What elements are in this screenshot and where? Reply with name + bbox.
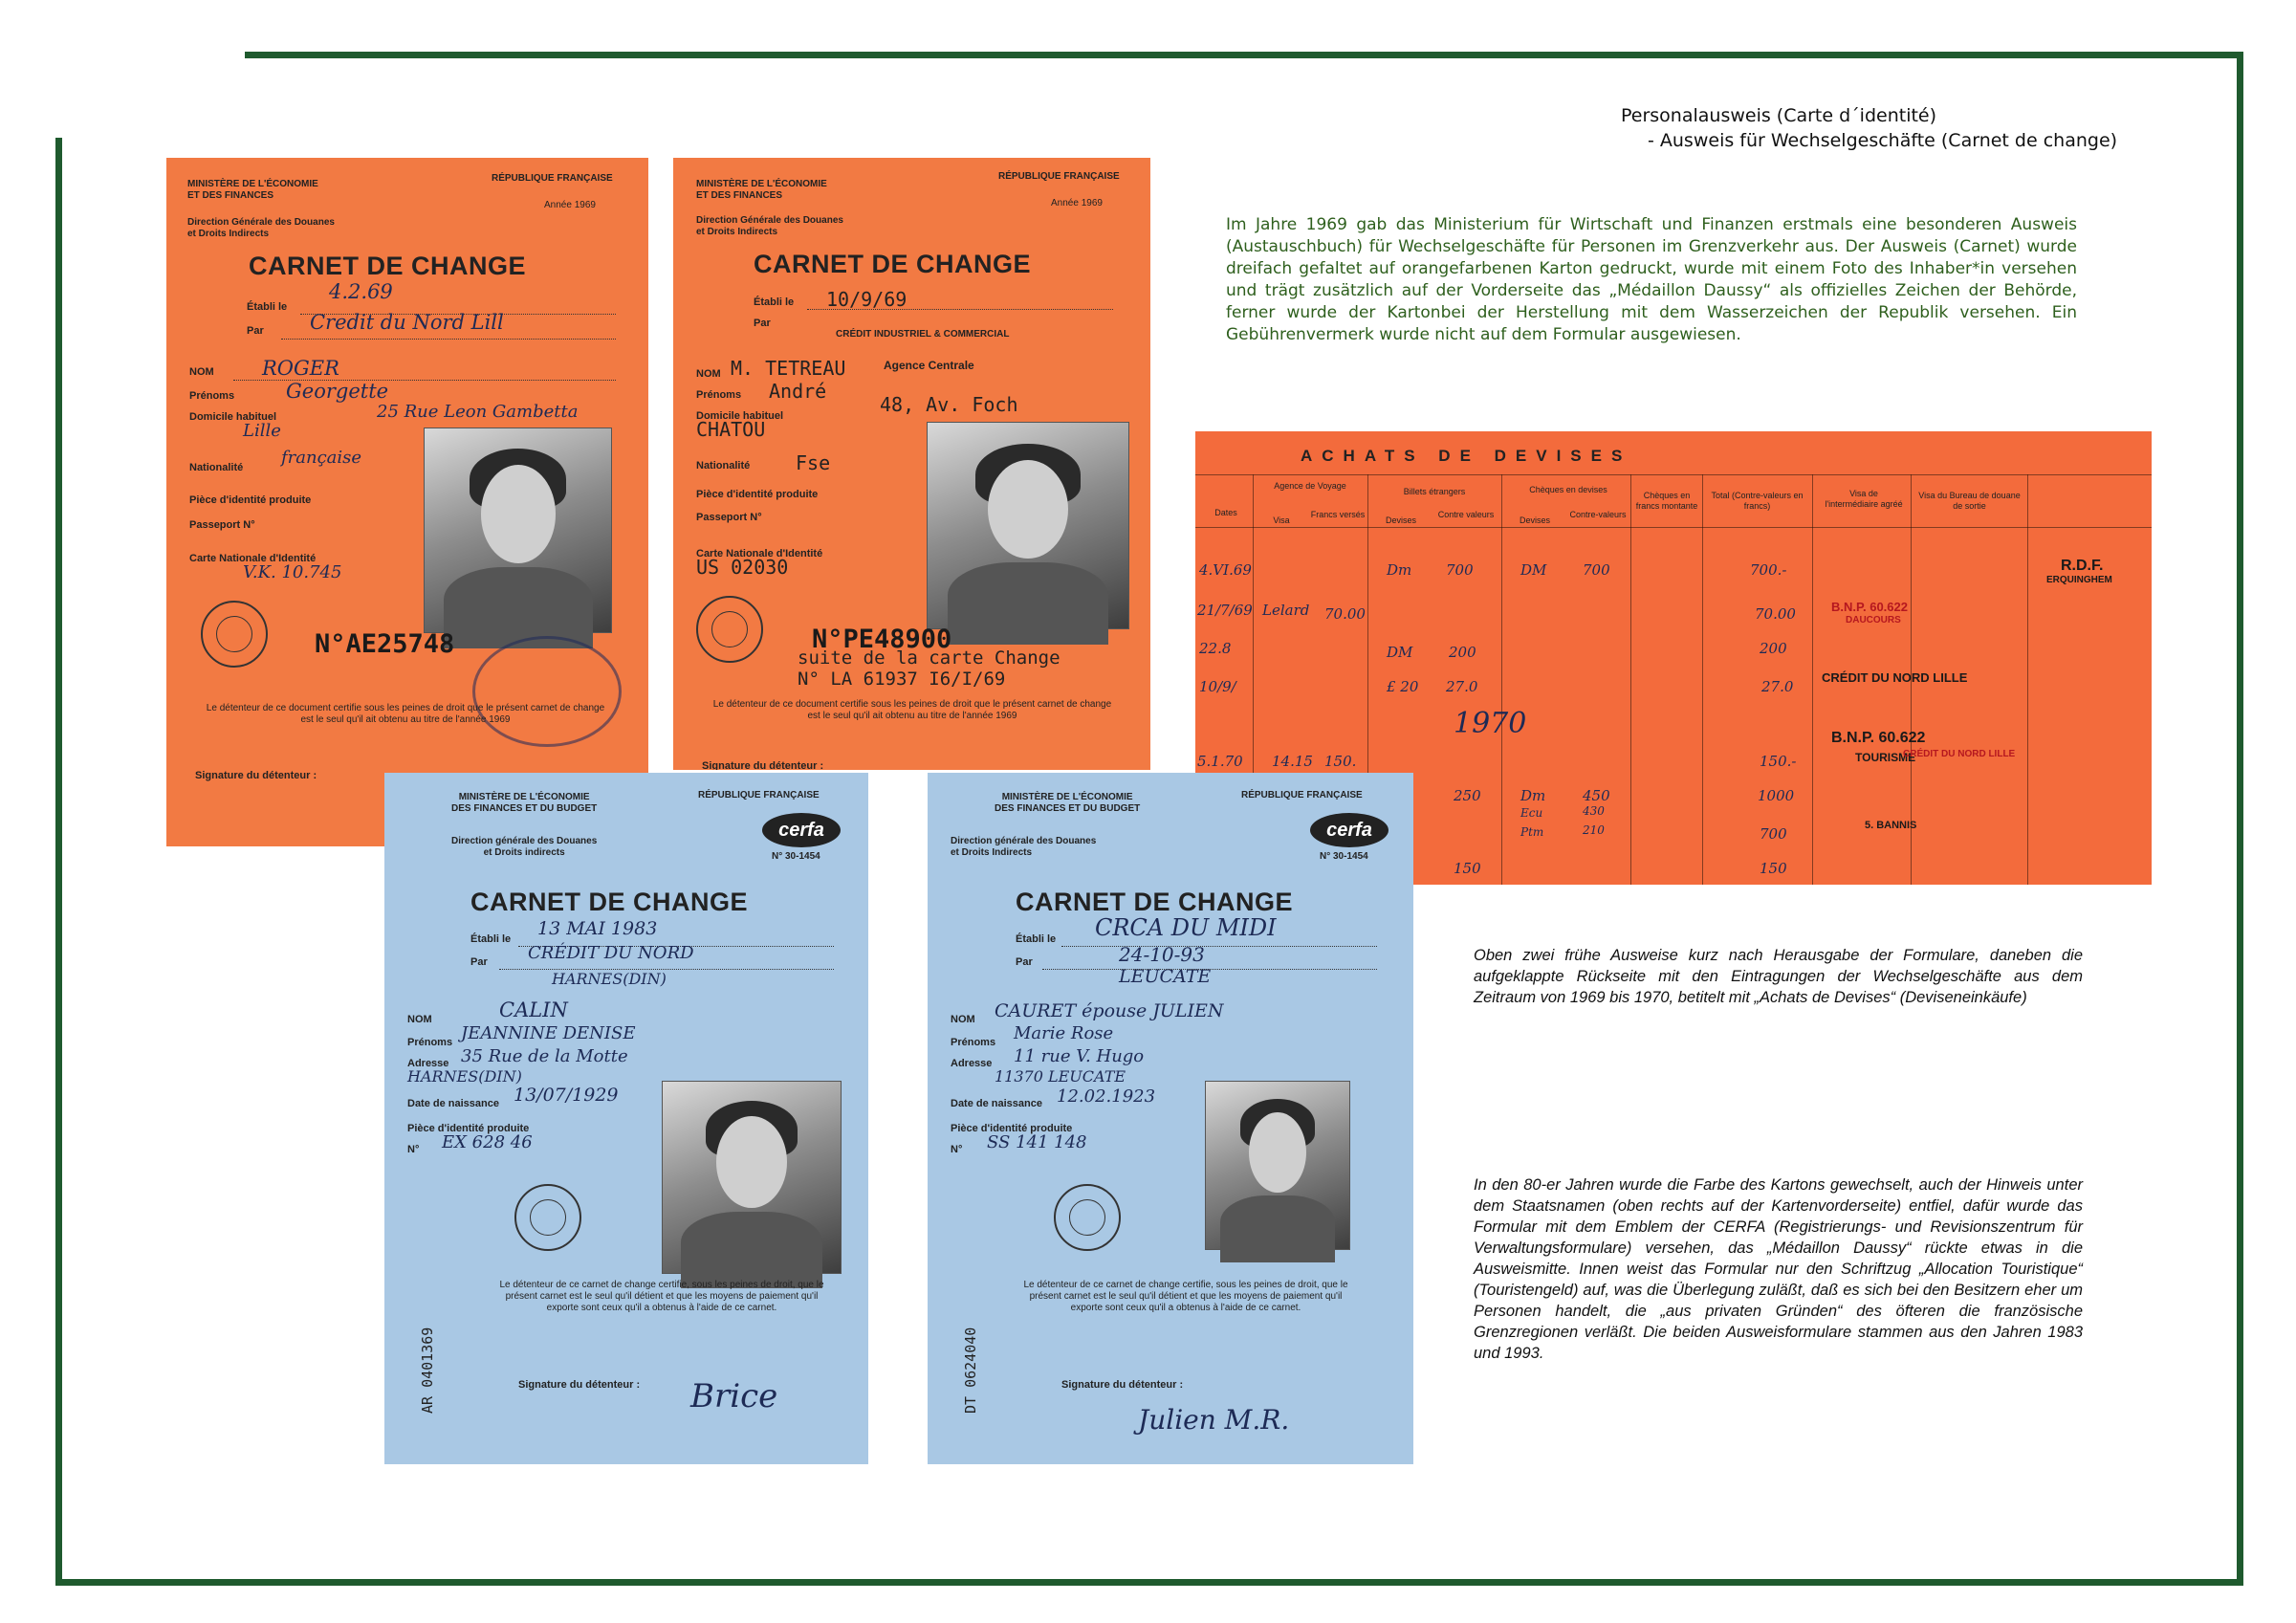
- signature-label: Signature du détenteur :: [518, 1379, 641, 1391]
- dotted-line: [1061, 945, 1377, 947]
- agence-stamp: Agence Centrale: [884, 359, 974, 372]
- card-ministry: MINISTÈRE DE L'ÉCONOMIE ET DES FINANCES: [187, 179, 318, 201]
- piece-value: SS 141 148: [987, 1132, 1087, 1152]
- row-total: 200: [1760, 640, 1787, 657]
- domicile-label: Domicile habituel: [696, 410, 784, 422]
- card-direction: Direction générale des Douanes et Droits Indirects: [951, 836, 1097, 858]
- row-cv2: 210: [1583, 823, 1605, 837]
- prenoms-value: Marie Rose: [1014, 1023, 1114, 1043]
- row-cv: 27.0: [1446, 678, 1478, 695]
- adresse-label: Adresse: [951, 1058, 993, 1069]
- nom-value: CALIN: [499, 998, 568, 1021]
- nationalite-label: Nationalité: [189, 462, 244, 473]
- credit-du-nord-stamp: CRÉDIT DU NORD LILLE: [1822, 670, 1968, 685]
- row-total: 70.00: [1755, 605, 1796, 623]
- nationalite-value: Fse: [796, 451, 831, 474]
- signature-label: Signature du détenteur :: [702, 760, 824, 770]
- prenoms-value: JEANNINE DENISE: [461, 1023, 636, 1043]
- medaillon-daussy-seal: [696, 596, 763, 663]
- header-visa-intermediaire: Visa de l'intermédiaire agréé: [1825, 489, 1903, 509]
- par-value: CRÉDIT DU NORD: [528, 943, 694, 963]
- piece-label: Pièce d'identité produite: [407, 1123, 530, 1134]
- row-agence: 14.15: [1272, 753, 1313, 770]
- carnet-card-1969-roger: [166, 158, 648, 846]
- row-note-year: 1970: [1454, 707, 1527, 740]
- row-dev2: Ecu: [1520, 806, 1543, 820]
- customs-stamp: [472, 636, 622, 747]
- card-serial: AR 0401369: [419, 1327, 436, 1414]
- row-cv2: 700: [1583, 561, 1610, 579]
- suite-text: suite de la carte Change: [798, 647, 1061, 669]
- row-cv2: 430: [1583, 804, 1605, 818]
- nationalite-value: française: [281, 448, 362, 468]
- row-dev2: Dm: [1520, 787, 1546, 804]
- etabli-label: Établi le: [470, 933, 512, 945]
- signature-label: Signature du détenteur :: [1061, 1379, 1184, 1391]
- card-ministry: MINISTÈRE DE L'ÉCONOMIE DES FINANCES ET DU BUDGET: [995, 792, 1141, 814]
- row-total: 150: [1760, 860, 1787, 877]
- nom-value: M. TETREAU: [731, 357, 846, 380]
- card-title: CARNET DE CHANGE: [249, 252, 527, 280]
- card-fine-print: Le détenteur de ce carnet de change certifie, sous les peines de droit, que le présent carnet est le seul qu'il détient et que les moyens de paiement qu'il exporte sont ceux qu'il a obtenus à l'aide de ce carnet.: [1023, 1280, 1348, 1313]
- card-title: CARNET DE CHANGE: [754, 250, 1032, 278]
- card-number: N°PE48900: [812, 625, 952, 654]
- carnet-card-1983-calin: [384, 773, 868, 1464]
- holder-photo: [424, 428, 612, 633]
- adresse-value-2: HARNES(DIN): [407, 1067, 522, 1086]
- row-cv: 700: [1446, 561, 1474, 579]
- frame-left-border: [55, 138, 62, 1586]
- etabli-value: 10/9/69: [826, 288, 907, 311]
- nom-label: NOM: [951, 1014, 975, 1025]
- passeport-label: Passeport N°: [696, 512, 762, 523]
- carte-label: Carte Nationale d'Identité: [696, 548, 823, 559]
- card-fine-print: Le détenteur de ce document certifie sous les peines de droit que le présent carnet de change est le seul qu'il ait obtenu au titre de l'année 1969: [206, 703, 605, 725]
- par-value: CRÉDIT INDUSTRIEL & COMMERCIAL: [836, 329, 1010, 340]
- piece-value: EX 628 46: [442, 1132, 533, 1152]
- domicile-value: 25 Rue Leon Gambetta: [377, 402, 579, 422]
- par-value: Credit du Nord Lill: [310, 311, 504, 334]
- card-republic: RÉPUBLIQUE FRANÇAISE: [998, 171, 1120, 182]
- card-fine-print: Le détenteur de ce document certifie sous les peines de droit que le présent carnet de change est le seul qu'il ait obtenu au titre de l'année 1969: [712, 699, 1112, 721]
- page-heading: [1621, 103, 2156, 153]
- header-total: Total (Contre-valeurs en francs): [1711, 491, 1804, 511]
- row-date: 21/7/69: [1197, 602, 1253, 619]
- etabli-label: Établi le: [247, 301, 288, 313]
- adresse-label: Adresse: [407, 1058, 449, 1069]
- carte-label: Carte Nationale d'Identité: [189, 553, 317, 564]
- medaillon-daussy-seal: [1054, 1184, 1121, 1251]
- card-title: CARNET DE CHANGE: [470, 888, 749, 916]
- row-total: 1000: [1758, 787, 1795, 804]
- intro-paragraph: Im Jahre 1969 gab das Ministerium für Wirtschaft und Finanzen erstmals eine besonderen Ausweis (Austauschbuch) für Wechselgeschäfte für Personen im Grenzverkehr aus. Der Ausweis (Carnet) wurde dreifach gefaltet auf orangefarbenen Karton gedruckt, wurde mit einem Foto des Inhaber*in versehen und trägt zusätzlich auf der Vorderseite das „Médaillon Daussy“ als offizielles Zeichen der Behörde, ferner wurde der Kartonbei der Herstellung mit dem Wasserzeichen der Republik versehen. Ein Gebührenvermerk wurde nicht auf dem Formular ausgewiesen.: [1226, 215, 2077, 344]
- row-francs: 150.: [1324, 753, 1357, 770]
- heading-line-2: - Ausweis für Wechselgeschäfte (Carnet de change): [1648, 130, 2118, 151]
- dotted-line: [499, 968, 834, 970]
- achats-title: ACHATS DE DEVISES: [1301, 447, 1632, 465]
- par-value: 24-10-93: [1119, 943, 1205, 966]
- etabli-value: 13 MAI 1983: [537, 918, 658, 939]
- row-devises: 250: [1454, 787, 1481, 804]
- bnp-stamp-black-sub: TOURISME: [1855, 751, 1916, 764]
- cerfa-number: N° 30-1454: [1320, 851, 1368, 862]
- card-ministry: MINISTÈRE DE L'ÉCONOMIE DES FINANCES ET DU BUDGET: [451, 792, 598, 814]
- cerfa-logo: cerfa: [762, 813, 841, 847]
- row-cv2: 450: [1583, 787, 1610, 804]
- header-cheques-francs: Chèques en francs montante: [1635, 491, 1698, 511]
- caption-blue-cards: In den 80-er Jahren wurde die Farbe des Kartons gewechselt, auch der Hinweis unter dem Staatsnamen (oben rechts auf der Kartenvorderseite) entfiel, dafür wurde das Formular mit dem Emblem der CERFA (Registrierungs- und Revisionszentrum für Verwaltungsformulare) versehen, das „Médaillon Daussy“ rückte etwas in die Ausweismitte. Innen weist das Formular nur den Schriftzug „Allocation Touristique“ (Touristengeld) auf, was die Überlegung zuläßt, daß es sich bei den Besitzern eher um Personen handelt, die „aus privaten Gründen“ des öfteren die französische Grenzregionen verläßt. Die beiden Ausweisformulare stammen aus den Jahren 1983 und 1993.: [1474, 1176, 2083, 1362]
- row-agence: Lelard: [1262, 602, 1310, 619]
- signature-label: Signature du détenteur :: [195, 770, 317, 781]
- prenoms-value: André: [769, 380, 827, 403]
- row-devises: DM: [1387, 644, 1413, 661]
- domicile-value: 48, Av. Foch: [880, 393, 1018, 416]
- header-dates: Dates: [1214, 508, 1237, 517]
- nom-label: NOM: [696, 368, 721, 380]
- row-devises: £ 20: [1387, 678, 1419, 695]
- piece-label: Pièce d'identité produite: [951, 1123, 1073, 1134]
- card-republic: RÉPUBLIQUE FRANÇAISE: [698, 790, 820, 801]
- dotted-line: [807, 308, 1113, 310]
- customs-rdf-stamp: R.D.F.: [2061, 558, 2104, 574]
- domicile-value-2: Lille: [243, 421, 281, 441]
- etabli-value: 4.2.69: [329, 280, 393, 303]
- bnp-stamp-black: B.N.P. 60.622: [1831, 730, 1926, 746]
- holder-photo: [927, 422, 1129, 629]
- card-republic: RÉPUBLIQUE FRANÇAISE: [492, 173, 613, 184]
- domicile-value-2: CHATOU: [696, 418, 766, 441]
- adresse-value: 11 rue V. Hugo: [1014, 1046, 1145, 1066]
- carnet-card-1993-cauret: [928, 773, 1413, 1464]
- holder-photo: [662, 1081, 842, 1274]
- suite-number: N° LA 61937 I6/I/69: [798, 669, 1006, 690]
- header-billets: Billets étrangers: [1403, 487, 1466, 496]
- card-year: Année 1969: [544, 200, 596, 210]
- credit-du-nord-red-stamp: CRÉDIT DU NORD LILLE: [1903, 749, 2016, 759]
- row-devises: Dm: [1387, 561, 1412, 579]
- header-devises: Devises: [1385, 515, 1416, 525]
- adresse-value-2: 11370 LEUCATE: [995, 1067, 1126, 1086]
- header-contre-valeurs: Contre valeurs: [1437, 510, 1495, 519]
- nom-label: NOM: [407, 1014, 432, 1025]
- naissance-label: Date de naissance: [951, 1098, 1042, 1109]
- adresse-value: 35 Rue de la Motte: [461, 1046, 628, 1066]
- domicile-label: Domicile habituel: [189, 411, 277, 423]
- naissance-value: 12.02.1923: [1057, 1086, 1156, 1107]
- row-total: 150.-: [1760, 753, 1797, 770]
- medaillon-daussy-seal: [201, 601, 268, 668]
- row-cv: 200: [1449, 644, 1476, 661]
- passeport-label: Passeport N°: [189, 519, 255, 531]
- row-dev2: DM: [1520, 561, 1547, 579]
- cerfa-logo: cerfa: [1310, 813, 1389, 847]
- card-fine-print: Le détenteur de ce carnet de change certifie, sous les peines de droit, que le présent carnet est le seul qu'il détient et que les moyens de paiement qu'il exporte sont ceux qu'il a obtenus à l'aide de ce carnet.: [499, 1280, 824, 1313]
- nom-value: ROGER: [262, 357, 339, 380]
- header-visa-douane: Visa du Bureau de douane de sortie: [1918, 491, 2021, 511]
- row-date: 4.VI.69: [1199, 561, 1252, 579]
- bnp-stamp-red: B.N.P. 60.622: [1831, 600, 1908, 614]
- piece-label: Pièce d'identité produite: [696, 489, 819, 500]
- cerfa-number: N° 30-1454: [772, 851, 820, 862]
- card-year: Année 1969: [1051, 198, 1103, 208]
- row-devises: 150: [1454, 860, 1481, 877]
- etabli-label: Établi le: [754, 296, 795, 308]
- header-contre-valeurs-2: Contre-valeurs: [1569, 510, 1627, 519]
- row-total: 700.-: [1750, 561, 1787, 579]
- card-republic: RÉPUBLIQUE FRANÇAISE: [1241, 790, 1363, 801]
- etabli-value: CRCA DU MIDI: [1095, 914, 1277, 941]
- holder-signature: Julien M.R.: [1138, 1404, 1290, 1436]
- nom-value: CAURET épouse JULIEN: [995, 1000, 1224, 1021]
- nationalite-label: Nationalité: [696, 460, 751, 472]
- row-francs: 70.00: [1324, 605, 1366, 623]
- prenoms-label: Prénoms: [951, 1037, 996, 1048]
- carte-value: US 02030: [696, 556, 789, 579]
- row-dev2: Ptm: [1520, 825, 1544, 839]
- prenoms-value: Georgette: [286, 380, 389, 403]
- header-francs: Francs versés: [1310, 510, 1366, 519]
- par-label: Par: [470, 956, 488, 968]
- caption-early-cards: Oben zwei frühe Ausweise kurz nach Herausgabe der Formulare, daneben die aufgeklappte Rückseite mit den Eintragungen der Wechselgeschäfte aus dem Zeitraum von 1969 bis 1970, betitelt mit „Achats de Devises“ (Deviseneinkäufe): [1474, 947, 2083, 1006]
- frame-right-border: [2237, 52, 2243, 1586]
- nom-label: NOM: [189, 366, 214, 378]
- header-cheques-devises: Chèques en devises: [1529, 485, 1607, 494]
- holder-signature: Brice: [690, 1377, 778, 1415]
- card-title: CARNET DE CHANGE: [1016, 888, 1294, 916]
- frame-bottom-border: [55, 1579, 2243, 1586]
- prenoms-label: Prénoms: [189, 390, 235, 402]
- naissance-value: 13/07/1929: [514, 1085, 619, 1106]
- etabli-label: Établi le: [1016, 933, 1057, 945]
- card-direction: Direction Générale des Douanes et Droits Indirects: [696, 215, 843, 237]
- piece-label: Pièce d'identité produite: [189, 494, 312, 506]
- card-direction: Direction Générale des Douanes et Droits Indirects: [187, 217, 335, 239]
- card-ministry: MINISTÈRE DE L'ÉCONOMIE ET DES FINANCES: [696, 179, 827, 201]
- holder-photo: [1205, 1081, 1350, 1250]
- customs-rdf-stamp-sub: ERQUINGHEM: [2046, 575, 2112, 585]
- piece-number-label: N°: [951, 1144, 963, 1155]
- par-value-2: LEUCATE: [1119, 966, 1212, 987]
- row-total: 27.0: [1761, 678, 1794, 695]
- bnp-stamp-red-sub: DAUCOURS: [1846, 615, 1901, 625]
- par-label: Par: [1016, 956, 1033, 968]
- card-number: N°AE25748: [315, 629, 455, 659]
- row-date: 5.1.70: [1197, 753, 1243, 770]
- row-date: 10/9/: [1199, 678, 1236, 695]
- header-devises-2: Devises: [1519, 515, 1550, 525]
- card-direction: Direction générale des Douanes et Droits indirects: [451, 836, 598, 858]
- carte-value: V.K. 10.745: [243, 562, 342, 582]
- dotted-line: [1042, 968, 1377, 970]
- medaillon-daussy-seal: [514, 1184, 581, 1251]
- dotted-line: [281, 338, 616, 340]
- carnet-card-1969-tetreau: [673, 158, 1150, 770]
- naissance-label: Date de naissance: [407, 1098, 499, 1109]
- par-label: Par: [247, 325, 264, 337]
- prenoms-label: Prénoms: [696, 389, 742, 401]
- row-date: 22.8: [1199, 640, 1232, 657]
- header-visa: Visa: [1273, 515, 1290, 525]
- frame-top-border: [245, 52, 2243, 58]
- heading-line-1: Personalausweis (Carte d´identité): [1621, 105, 1937, 126]
- bannis-stamp: 5. BANNIS: [1865, 820, 1917, 831]
- card-serial: DT 0624040: [962, 1327, 979, 1414]
- par-label: Par: [754, 318, 771, 329]
- row-total: 700: [1760, 825, 1787, 843]
- prenoms-label: Prénoms: [407, 1037, 453, 1048]
- header-agence: Agence de Voyage: [1274, 481, 1346, 491]
- par-value-2: HARNES(DIN): [552, 970, 667, 988]
- piece-number-label: N°: [407, 1144, 420, 1155]
